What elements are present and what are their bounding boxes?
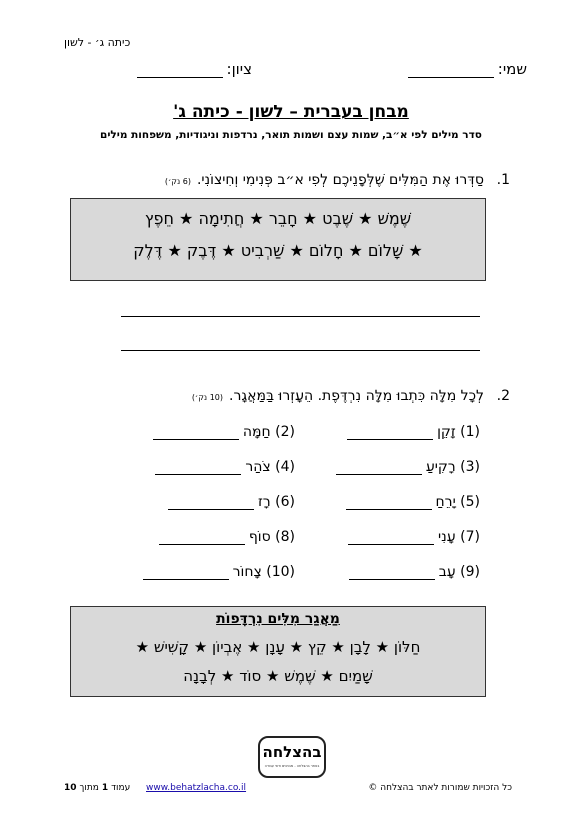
q2-text: לְכָל מִלָּה כִּתְבוּ מִלָּה נִרְדֶּפֶת. הֵעָזְרוּ בַּמַּאֲגָר. [229,388,484,404]
q1-number: 1. [496,172,510,188]
q2-item-9 [349,564,480,580]
q2-item-10-blank[interactable] [143,578,229,580]
q2-item-3-label: (3) רָקִיעַ [425,459,480,475]
q1-answer-line-1[interactable] [121,316,480,317]
q2-item-1 [347,424,480,440]
q2-item-1-blank[interactable] [347,438,433,440]
q2-item-5-label: (5) יָרֵחַ [435,494,480,510]
q2-item-9-blank[interactable] [349,578,435,580]
q2-item-2-label: (2) חַמָּה [242,424,295,440]
q2-item-4-label: (4) צֹהַר [245,459,295,475]
q2-item-1-label: (1) זָקֵן [437,424,480,440]
grade-blank[interactable] [137,76,223,78]
word-bank-line-2: שָׁמַיִם ★ שֶׁמֶשׁ ★ סוֹד ★ לְבָנָה [183,667,373,685]
logo-tagline: באתר בהצלחה - מבחנים ודפי עבודה [264,764,320,768]
page-subtitle: סדר מילים לפי א״ב, שמות עצם ושמות תואר, נרדפות וניגודיות, משפחות מילים [100,129,482,141]
footer-link-text[interactable]: www.behatzlacha.co.il [146,783,247,793]
q1-points: (6 נק׳) [164,177,191,186]
word-bank-box [70,606,486,697]
q2-item-2 [153,424,295,440]
class-label: כיתה ג׳ - לשון [64,36,131,49]
q2-item-8-label: (8) סוֹף [248,529,295,545]
q1-answer-line-2[interactable] [121,350,480,351]
q2-item-8-blank[interactable] [159,543,245,545]
q2-item-10-label: (10) צָחוֹר [232,564,295,580]
q2-item-7 [348,529,480,545]
footer-link[interactable] [146,783,246,793]
word-bank-title: מַאֲגַר מִלִּים נִרְדָּפוֹת [216,611,340,627]
footer-of-word: מתוך [79,783,99,793]
q1-word-box [70,198,486,281]
q2-number: 2. [496,388,510,404]
footer-page-num: 1 [101,783,109,793]
footer-page-word: עמוד [111,783,131,793]
q2-item-9-label: (9) עָב [438,564,480,580]
footer-page-info [64,783,130,793]
q2-points: (10 נק׳) [191,393,223,402]
q2-item-8 [159,529,295,545]
name-label: שמי: [497,60,527,78]
name-field[interactable] [408,60,527,78]
footer-total: 10 [64,783,77,793]
logo-text: בהצלחה [262,743,322,761]
q2-item-7-blank[interactable] [348,543,434,545]
grade-label: ציון: [226,60,252,78]
q2-item-6-blank[interactable] [168,508,254,510]
grade-field[interactable] [137,60,252,78]
q2-item-6 [168,494,295,510]
page-title: מבחן בעברית – לשון - כיתה ג' [173,102,409,122]
q2-item-4-blank[interactable] [155,473,241,475]
q1-prompt [165,172,484,188]
q2-item-4 [155,459,295,475]
q2-item-10 [143,564,295,580]
q2-item-5 [346,494,480,510]
q2-item-5-blank[interactable] [346,508,432,510]
footer-rights: כל הזכויות שמורות לאתר בהצלחה © [368,783,512,793]
q2-item-3-blank[interactable] [336,473,422,475]
q1-box-line-1: שֶׁמֶשׁ ★ שֶׁבֶט ★ חָבֵר ★ חֲתִימָה ★ חֵפֶץ [144,209,412,228]
q2-item-3 [336,459,480,475]
q2-prompt [192,388,484,404]
word-bank-line-1: חַלּוֹן ★ לָבָן ★ קֵץ ★ עָנָן ★ אֶבְיוֹן ★ קָשִׁישׁ ★ [135,638,421,656]
q2-item-6-label: (6) רָז [257,494,295,510]
site-logo [258,736,326,778]
q2-item-7-label: (7) עָנִי [438,529,480,545]
q1-text: סַדְּרוּ אֶת הַמִּלִּים שֶׁלְּפָנֵיכֶם לְפִי א״ב פְּנִימִי וְחִיצוֹנִי. [196,172,484,188]
name-blank[interactable] [408,76,494,78]
q2-item-2-blank[interactable] [153,438,239,440]
q1-box-line-2: ★ שָׁלוֹם ★ חָלוֹם ★ שַׁרְבִיט ★ דֶּבֶק ★ דֶּלֶק [133,241,423,260]
